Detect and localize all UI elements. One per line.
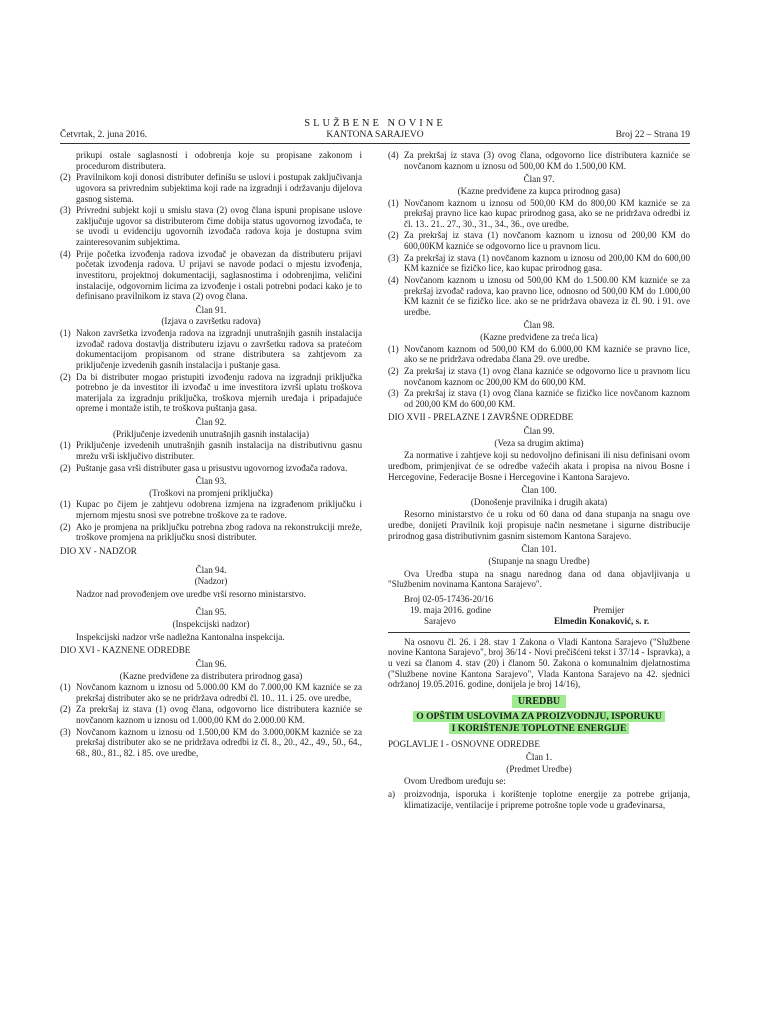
article-number: Član 96. <box>195 658 227 669</box>
decree-title-line: O OPŠTIM USLOVIMA ZA PROIZVODNJU, ISPORUKU <box>413 711 665 722</box>
issue-date: Četvrtak, 2. juna 2016. <box>60 130 148 140</box>
paragraph: (2) Ako je promjena na priključku potrebna zbog radova na rekonstrukciji mreže, troškove promjena na priključku snosi distributer. <box>60 521 362 543</box>
article-title: (Kazne predviđene za treća lica) <box>480 332 598 342</box>
paragraph: (2) Za prekršaj iz stava (1) ovog člana, odgovorno lice distributera kazniće se novčanom kaznom u iznosu od 1.000,00 KM do 2.000.00 KM. <box>60 704 362 725</box>
section-heading: DIO XVII - PRELAZNE I ZAVRŠNE ODREDBE <box>388 412 574 423</box>
paragraph: (1) Novčanom kaznom od 500,00 KM do 6.000,00 KM kazniće se pravno lice, ako se ne pridržava odredaba člana 29. ove uredbe. <box>388 343 690 365</box>
article-title: (Nadzor) <box>194 576 228 587</box>
article-title: (Kazne predviđene za distributera prirodnog gasa) <box>119 670 303 681</box>
paragraph: Za normative i zahtjeve koji su nedovoljno definisani ili nisu definisani ovom uredbom, primjenjivat će se odredbe važećih akata i propisa na nivou Bosne i Hercegovine, Federacije Bosne i Hercegovine i Kantona Sarajevo. <box>388 450 690 482</box>
paragraph: (4) Prije početka izvođenja radova izvođač je obavezan da distributeru prijavi početak izvođenja radova. U prijavi se navode podaci o mjestu izvođenja, investitoru, projektnoj dokumentaciji, saglasnostima i odobrenjima, veličini instalacije, odgovornim licima za izvođenje i ostali potrebni podaci kako je to definisano pravilnikom iz stava (2) ovog člana. <box>60 248 362 302</box>
canton-name: KANTONA SARAJEVO <box>326 130 424 140</box>
newspaper-page <box>60 118 690 810</box>
paragraph: (3) Privredni subjekt koji u smislu stava (2) ovog člana ispuni propisane uslove zaključuje ugovor sa distributerom čime dobija status ugovornog izvođača, te se uvodi u evidenciju ugovornih izvođača radova koja je dostupna svim zainteresovanim subjektima. <box>60 205 362 247</box>
paragraph: prikupi ostale saglasnosti i odobrenja koje su propisane zakonom i procedurom distributera. <box>76 150 362 171</box>
paragraph: Ova Uredba stupa na snagu narednog dana od dana objavljivanja u "Službenim novinama Kantona Sarajevo". <box>388 568 690 590</box>
article-number: Član 94. <box>195 564 227 575</box>
paragraph: (2) Za prekršaj iz stava (1) ovog člana kazniće se odgovorno lice u pravnom licu novčanom kaznom oc 200,00 KM do 600,00 KM. <box>388 365 690 387</box>
article-number: Član 95. <box>195 607 227 618</box>
paragraph: (4) Za prekršaj iz stava (3) ovog člana, odgovorno lice distributera kazniće se novčanom kaznom u iznosu od 500,00 KM do 1.500,00 KM. <box>388 150 690 171</box>
paragraph: (3) Za prekršaj iz stava (1) novčanom kaznom u iznosu od 200,00 KM do 600,00 KM kazniće se fizičko lice, kao kupac prirodnog gasa. <box>388 252 690 274</box>
paragraph: (1) Priključenje izvedenih unutrašnjih gasnih instalacija na distributivnu gasnu mrežu vrši isključivo distributer. <box>60 440 362 461</box>
paragraph: Ovom Uredbom uređuju se: <box>404 776 506 787</box>
issue-page: Broj 22 – Strana 19 <box>615 130 690 140</box>
paragraph: Nadzor nad provođenjem ove uredbe vrši resorno ministarstvo. <box>76 588 306 599</box>
article-number: Član 1. <box>525 752 553 763</box>
article-number: Član 101. <box>521 544 557 555</box>
article-title: (Inspekcijski nadzor) <box>172 619 250 629</box>
signatory-name: Elmedin Konaković, s. r. <box>554 615 650 626</box>
article-number: Član 99. <box>523 426 555 436</box>
article-title: (Izjava o završetku radova) <box>161 316 261 327</box>
left-column <box>60 150 362 760</box>
article-title: (Kazne predviđene za kupca prirodnog gasa) <box>457 185 621 196</box>
article-number: Član 100. <box>521 485 557 496</box>
document-place: Sarajevo <box>424 615 456 626</box>
decree-title <box>388 711 690 735</box>
section-heading: POGLAVLJE I - OSNOVNE ODREDBE <box>388 738 540 749</box>
divider <box>388 632 690 633</box>
article-number: Član 98. <box>523 320 555 331</box>
article-number: Član 93. <box>195 476 227 487</box>
article-title: (Priključenje izvedenih unutrašnjih gasnih instalacija) <box>113 428 309 439</box>
paragraph: (3) Za prekršaj iz stava (1) ovog člana kazniće se fizičko lice novčanom kaznom od 200,00 KM do 600,00 KM. <box>388 388 690 409</box>
document-number: Broj 02-05-17436-20/16 <box>404 593 494 604</box>
paragraph: (1) Nakon završetka izvođenja radova na izgradnji unutrašnjih gasnih instalacija izvođač radova dostavlja distributeru izjavu o završetku radova sa pratećom dokumentacijom propisanom od strane distributera sa zahtjevom za priključenje izvedenih gasnih instalacija i puštanje gasa. <box>60 328 362 370</box>
paragraph: (1) Novčanom kaznom u iznosu od 5.000.00 KM do 7.000,00 KM kazniće se za prekršaj distributer ako se ne pridržava odredbi čl. 10.. 11. i 25. ove uredbe, <box>60 682 362 703</box>
header-row <box>60 130 690 144</box>
decree-heading <box>388 696 690 708</box>
signature-block <box>388 594 690 628</box>
section-heading: DIO XVI - KAZNENE ODREDBE <box>60 645 191 656</box>
right-column <box>388 150 690 811</box>
paragraph: (2) Pravilnikom koji donosi distributer definišu se uslovi i postupak zaključivanja ugovora sa privrednim subjektima koji rade na izgradnji i održavanju dijelova gasnog sistema. <box>60 172 362 204</box>
section-heading: DIO XV - NADZOR <box>60 545 137 556</box>
article-number: Član 91. <box>195 304 227 315</box>
article-title: (Troškovi na promjeni priključka) <box>149 487 273 498</box>
article-title: (Donošenje pravilnika i drugih akata) <box>470 496 608 507</box>
article-number: Član 92. <box>195 417 227 427</box>
article-title: (Veza sa drugim aktima) <box>494 437 584 448</box>
paragraph: (2) Za prekršaj iz stava (1) novčanom kaznom u iznosu od 200,00 KM do 600,00KM kazniće se odgovorno lice u pravnom licu. <box>388 230 690 251</box>
paragraph: (4) Novčanom kaznom u iznosu od 500,00 KM do 1.500.00 KM kazniće se za prekršaj izvođač radova, kao pravno lice, odnosno od 500,00 KM do 1.000,00 KM kaznit će se fizičko lice. ako se ne pridržava obaveza iz čl. 90. i 91. ove uredbe. <box>388 274 690 317</box>
paragraph: (1) Kupac po čijem je zahtjevu odobrena izmjena na izgrađenom priključku i mjernom mjestu snosi sve potrebne troškove za te radove. <box>60 499 362 520</box>
paragraph: (2) Da bi distributer mogao pristupiti izvođenju radova na izgradnji priključka potrebno je da investitor ili izvođač u ime investitora izvrši uplatu troškova materijala za izgradnju priključka, troškova mjernih uređaja i pripadajuće opreme i montaže istih, te troškova puštanja gasa. <box>60 371 362 414</box>
paragraph: Na osnovu čl. 26. i 28. stav 1 Zakona o Vladi Kantona Sarajevo ("Službene novine Kantona Sarajevo", broj 36/14 - Novi prečišćeni tekst i 37/14 - Ispravka), a u vezi sa članom 4. stav (20) i članom 50. Zakona o komunalnim djelatnostima ("Službene novine Kantona Sarajevo", Vlada Kantona Sarajevo na 42. sjednici održanoj 19.05.2016. godine, donijela je broj 14/16), <box>388 636 690 690</box>
decree-word: UREDBU <box>512 695 566 708</box>
paragraph: (2) Puštanje gasa vrši distributer gasa u prisustvu ugovornog izvođača radova. <box>60 462 348 473</box>
paragraph: (1) Novčanom kaznom u iznosu od 500,00 KM do 800,00 KM kazniće se za prekršaj pravno lice kao kupac prirodnog gasa, ako se ne pridržava odredbi iz čl. 13.. 21.. 27., 30., 31., 34., 36., ove uredbe. <box>388 197 690 229</box>
document-date: 19. maja 2016. godine <box>410 604 492 615</box>
masthead: SLUŽBENE NOVINE <box>304 118 446 129</box>
article-title: (Predmet Uredbe) <box>506 763 572 774</box>
decree-title-line: I KORIŠTENJE TOPLOTNE ENERGIJE <box>449 723 630 734</box>
signatory-title: Premijer <box>593 604 625 615</box>
article-title: (Stupanje na snagu Uredbe) <box>488 555 590 566</box>
paragraph: Resorno ministarstvo će u roku od 60 dana od dana stupanja na snagu ove uredbe, donijeti Pravilnik koji propisuje način nesmetane i sigurne distribucije prirodnog gasa distributivnim gasnim sistemom Kantona Sarajevo. <box>388 509 690 541</box>
list-item: a) proizvodnja, isporuka i korištenje toplotne energije za potrebe grijanja, klimatizacije, ventilacije i pripreme potrošne tople vode u građevinarsa, <box>388 789 690 810</box>
paragraph: Inspekcijski nadzor vrše nadležna Kantonalna inspekcija. <box>76 631 285 642</box>
article-number: Član 97. <box>523 174 555 185</box>
paragraph: (3) Novčanom kaznom u iznosu od 1.500,00 KM do 3.000,00KM kazniće se za prekršaj distributer ako se ne pridržava odredbi iz čl. 8., 20., 42., 49., 50., 64., 68., 80., 81., 82. i 85. ove uredbe, <box>60 726 362 758</box>
